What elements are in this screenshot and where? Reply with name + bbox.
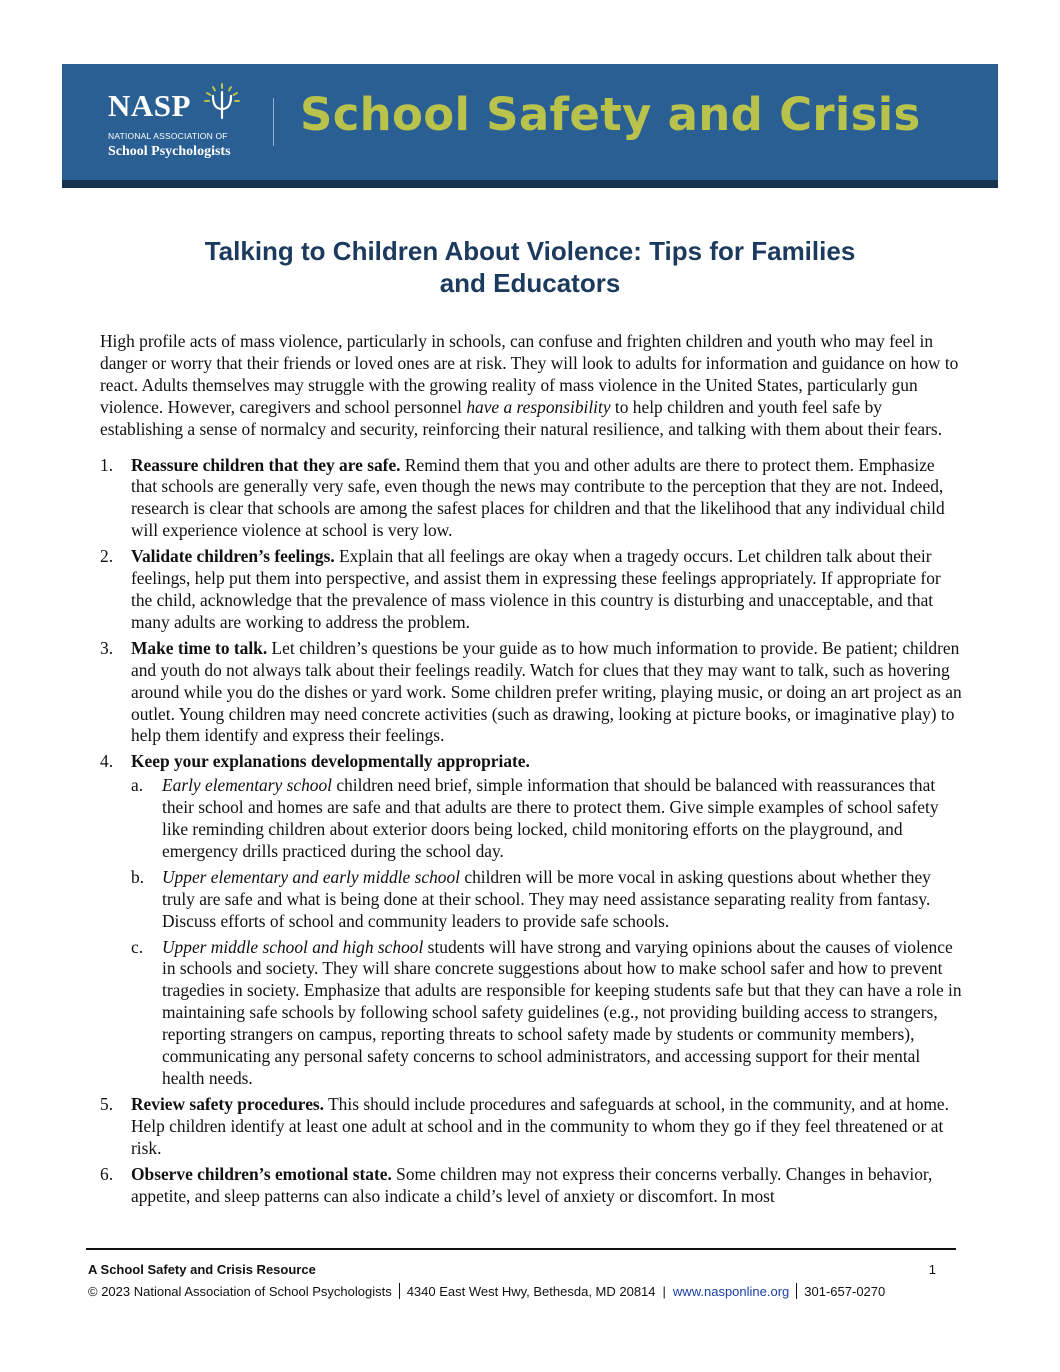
- sublist-letter: a.: [131, 775, 144, 796]
- footer-address: 4340 East West Hwy, Bethesda, MD 20814: [406, 1284, 656, 1299]
- footer-separator: [796, 1283, 797, 1299]
- list-number: 6.: [100, 1163, 114, 1184]
- developmental-sublist: [131, 775, 962, 1090]
- footer-rule: [86, 1248, 956, 1250]
- list-item: [100, 638, 962, 748]
- header-banner-strip: [62, 180, 998, 188]
- logo-wordmark: NASP: [108, 88, 191, 123]
- intro-text-2: to help children and youth feel safe by establishing a sense of normalcy and security, reinforcing their natural resilience, and talking with them about their fears.: [100, 396, 943, 439]
- intro-emphasis: have a responsibility: [466, 396, 611, 417]
- list-item: [100, 751, 962, 1090]
- sublist-item-text: students will have strong and varying opinions about the causes of violence in schools and society. They will share concrete suggestions about how to make school safer and how to prevent tragedies in society. Emphasize that adults are responsible for keeping students safe but that they can have a role in maintaining safe schools by following school safety guidelines (e.g., not providing building access to strangers, reporting strangers on campus, reporting threats to school safety made by students or community members), communicating any personal safety concerns to school administrators, and accessing support for their mental health needs.: [162, 936, 962, 1088]
- list-number: 2.: [100, 546, 114, 567]
- list-number: 3.: [100, 637, 114, 658]
- list-item-lead: Validate children’s feelings.: [131, 546, 335, 567]
- list-item: [100, 546, 962, 634]
- list-number: 5.: [100, 1093, 114, 1114]
- sublist-item-text: children will be more vocal in asking questions about whether they truly are safe and what is being done at their school. They may need assistance separating reality from fantasy. Discuss efforts of school and community leaders to provide safe schools.: [162, 866, 931, 931]
- document-title: [100, 235, 960, 299]
- logo-subtitle-line1: NATIONAL ASSOCIATION OF: [108, 131, 228, 141]
- footer-resource-line: [88, 1262, 936, 1277]
- sublist-letter: b.: [131, 866, 145, 887]
- list-item: [100, 1094, 962, 1160]
- footer-resource-label: A School Safety and Crisis Resource: [88, 1262, 316, 1277]
- list-item-text: Explain that all feelings are okay when a tragedy occurs. Let children talk about their feelings, help put them into perspective, and assist them in expressing these feelings appropriately. If appropriate for the child, acknowledge that the prevalence of mass violence in this country is disturbing and unacceptable, and that many adults are working to address the problem.: [131, 546, 941, 632]
- sublist-item-lead: Early elementary school: [162, 775, 332, 796]
- banner-divider: [273, 98, 274, 146]
- list-item: [100, 455, 962, 543]
- psi-logo-icon: [202, 82, 242, 122]
- list-item-text: Remind them that you and other adults are there to protect them. Emphasize that schools are generally very safe, even though the news may contribute to the perception that they are not. Indeed, research is clear that schools are among the safest places for children and that the likelihood that any individual child will experience violence at school is very low.: [131, 454, 945, 541]
- list-item-lead: Review safety procedures.: [131, 1093, 325, 1114]
- sublist-item: [131, 937, 962, 1090]
- sublist-item-text: children need brief, simple information that should be balanced with reassurances that their school and homes are safe and that adults are there to protect them. Give simple examples of school safety like reminding children about exterior doors being locked, child monitoring efforts on the playground, and emergency drills practiced during the school day.: [162, 775, 939, 861]
- intro-paragraph: [100, 331, 962, 441]
- list-number: 4.: [100, 751, 114, 772]
- logo-subtitle-line2: School Psychologists: [108, 144, 231, 159]
- footer-website-link[interactable]: www.nasponline.org: [672, 1284, 790, 1299]
- footer-separator-thin: |: [662, 1284, 666, 1299]
- list-item-lead: Make time to talk.: [131, 637, 268, 658]
- sublist-item-lead: Upper middle school and high school: [162, 936, 424, 957]
- list-item-text: Some children may not express their concerns verbally. Changes in behavior, appetite, and sleep patterns can also indicate a child’s level of anxiety or discomfort. In most: [131, 1163, 933, 1206]
- list-item-text: Let children’s questions be your guide as to how much information to provide. Be patient; children and youth do not always talk about their feelings readily. Watch for clues that they may want to talk, such as hovering around while you do the dishes or yard work. Some children prefer writing, playing music, or doing an art project as an outlet. Young children may need concrete activities (such as drawing, looking at picture books, or imaginative play) to help them identify and express their feelings.: [131, 637, 962, 746]
- footer-separator: [399, 1283, 400, 1299]
- list-item-text: This should include procedures and safeguards at school, in the community, and at home. Help children identify at least one adult at school and in the community to whom they go if they feel threatened or at risk.: [131, 1093, 949, 1158]
- footer-phone: 301-657-0270: [804, 1284, 886, 1299]
- sublist-item-lead: Upper elementary and early middle school: [162, 866, 460, 887]
- footer-contact-line: [88, 1283, 968, 1299]
- list-item-lead: Reassure children that they are safe.: [131, 454, 401, 475]
- sublist-item: [131, 867, 962, 933]
- list-item-lead: Keep your explanations developmentally appropriate.: [131, 751, 530, 772]
- document-title-line1: Talking to Children About Violence: Tips for Families: [204, 236, 856, 266]
- nasp-logo: [108, 82, 258, 172]
- list-item: [100, 1164, 962, 1208]
- banner-title: School Safety and Crisis: [300, 88, 921, 141]
- sublist-letter: c.: [131, 936, 144, 957]
- footer-copyright: © 2023 National Association of School Psychologists: [88, 1284, 392, 1299]
- document-body: [100, 331, 962, 1211]
- tips-list: [100, 455, 962, 1208]
- sublist-item: [131, 775, 962, 863]
- intro-text-1: High profile acts of mass violence, particularly in schools, can confuse and frighten children and youth who may feel in danger or worry that their friends or loved ones are at risk. They will look to adults for information and guidance on how to react. Adults themselves may struggle with the growing reality of mass violence in the United States, particularly gun violence. However, caregivers and school personnel: [100, 331, 959, 417]
- document-title-line2: and Educators: [439, 268, 621, 298]
- page-number: 1: [928, 1262, 936, 1277]
- list-item-lead: Observe children’s emotional state.: [131, 1163, 392, 1184]
- list-number: 1.: [100, 454, 114, 475]
